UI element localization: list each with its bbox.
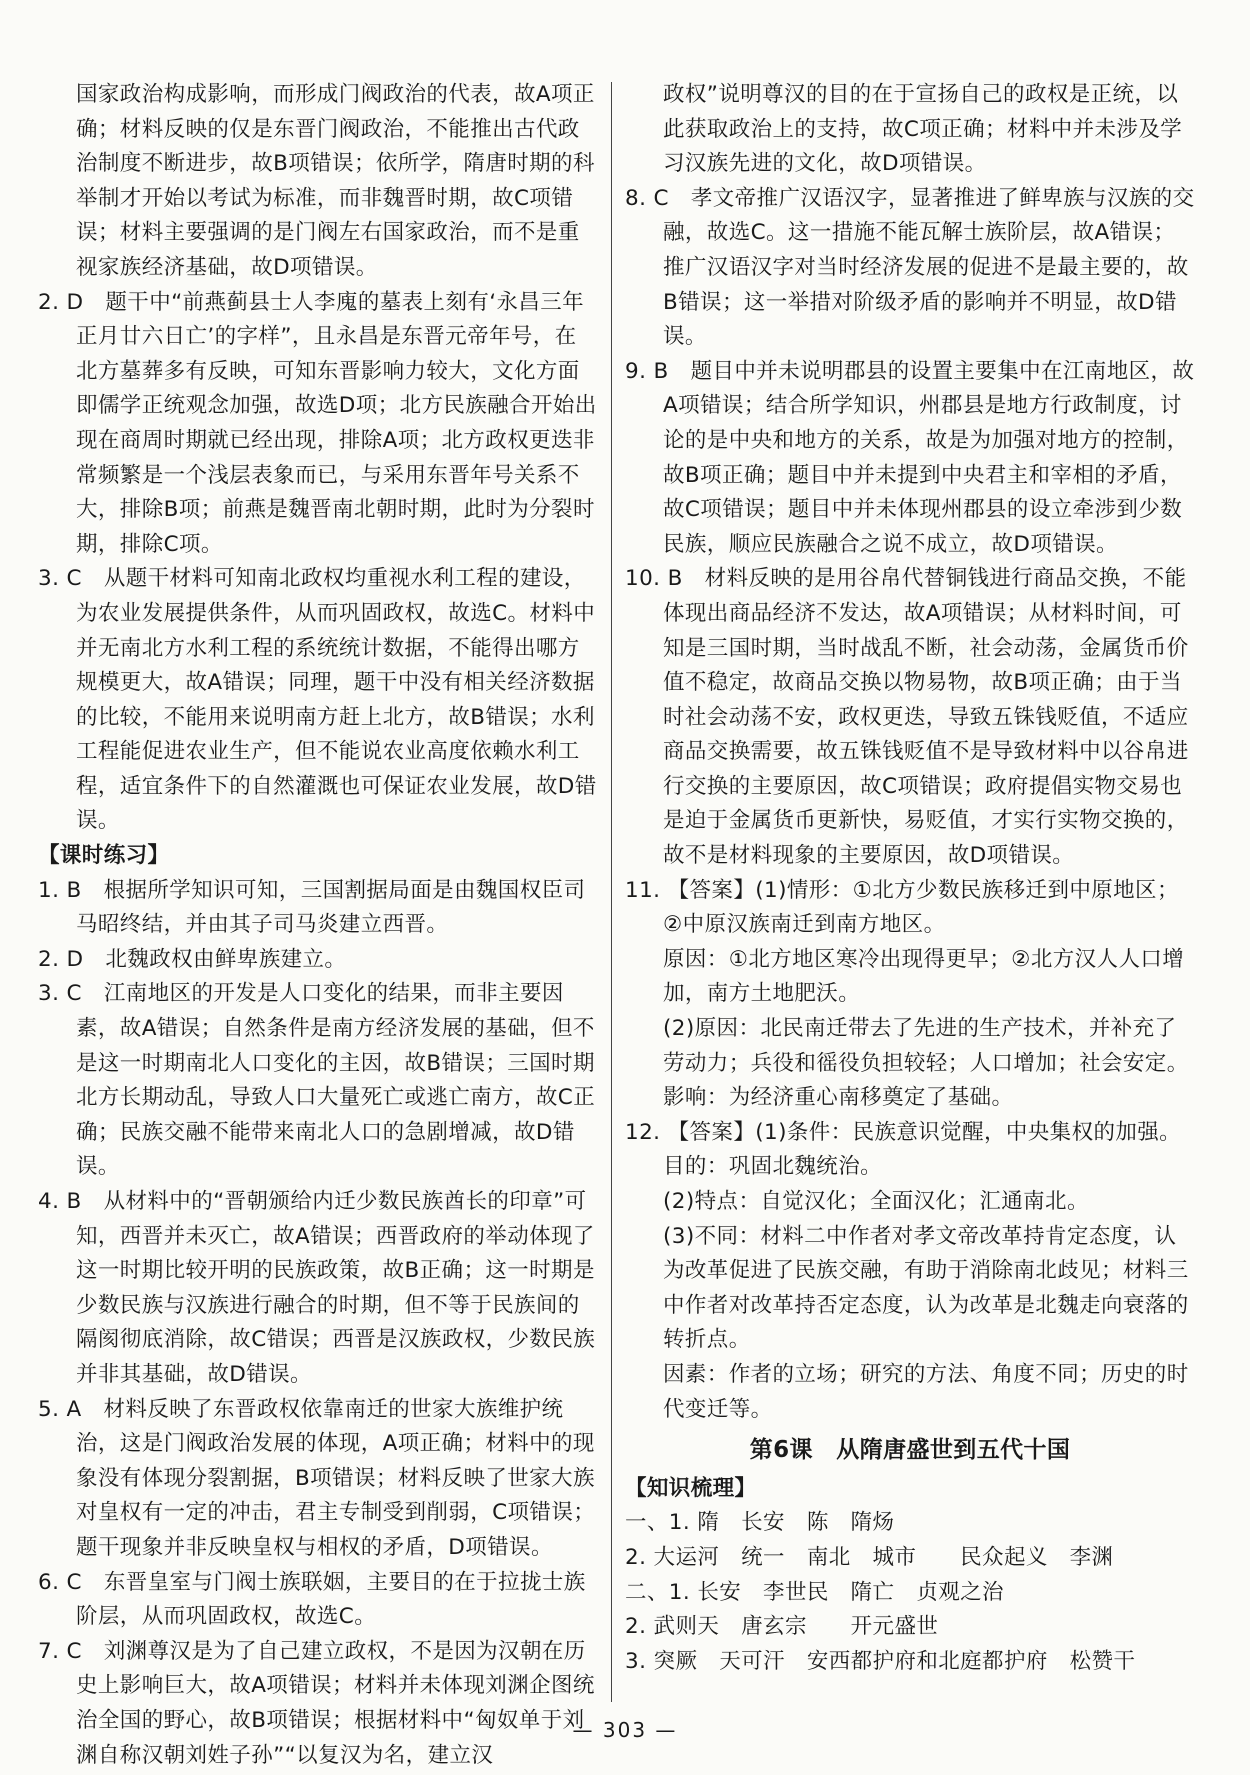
answer-item: 1. B 根据所学知识可知，三国割据局面是由魏国权臣司马昭终结，并由其子司马炎建立西晋。 [38, 877, 586, 938]
answer-continuation: (3)不同：材料二中作者对孝文帝改革持肯定态度，认为改革促进了民族交融，有助于消除南北歧见；材料三中作者对改革持否定态度，认为改革是北魏走向衰落的转折点。 [663, 1223, 1189, 1353]
knowledge-line: 二、1. 长安 李世民 隋亡 贞观之治 [625, 1579, 1004, 1605]
answer-item: 3. C 从题干材料可知南北政权均重视水利工程的建设，为农业发展提供条件，从而巩固政权，故选C。材料中并无南北方水利工程的系统统计数据，不能得出哪方规模更大，故A错误；同理，题干中没有相关经济数据的比较，不能用来说明南方赶上北方，故B错误；水利工程能促进农业生产，但不能说农业高度依赖水利工程，适宜条件下的自然灌溉也可保证农业发展，故D错误。 [38, 566, 597, 834]
lesson-title: 第6课 从隋唐盛世到五代十国 [749, 1437, 1071, 1464]
answer-continuation: 原因：①北方地区寒冷出现得更早；②北方汉人人口增加，南方土地肥沃。 [663, 946, 1185, 1007]
answer-item: 8. C 孝文帝推广汉语汉字，显著推进了鲜卑族与汉族的交融，故选C。这一措施不能瓦解士族阶层，故A错误；推广汉语汉字对当时经济发展的促进不是最主要的，故B错误；这一举措对阶级矛盾的影响并不明显，故D错误。 [625, 185, 1195, 350]
answer-item: 11. 【答案】(1)情形：①北方少数民族移迁到中原地区；②中原汉族南迁到南方地区。 [625, 877, 1179, 938]
answer-item: 9. B 题目中并未说明郡县的设置主要集中在江南地区，故A项错误；结合所学知识，州郡县是地方行政制度，讨论的是中央和地方的关系，故是为加强对地方的控制，故B项正确；题目中并未提到中央君主和宰相的矛盾，故C项错误；题目中并未体现州郡县的设立牵涉到少数民族，顺应民族融合之说不成立，故D项错误。 [625, 358, 1195, 557]
answer-item: 3. C 江南地区的开发是人口变化的结果，而非主要因素，故A错误；自然条件是南方经济发展的基础，但不是这一时期南北人口变化的主因，故B错误；三国时期北方长期动乱，导致人口大量死亡或逃亡南方，故C正确；民族交融不能带来南北人口的急剧增减，故D错误。 [38, 981, 596, 1180]
answer-item: 4. B 从材料中的“晋朝颁给内迁少数民族酋长的印章”可知，西晋并未灭亡，故A错误；西晋政府的举动体现了这一时期比较开明的民族政策，故B正确；这一时期是少数民族与汉族进行融合的时期，但不等于民族间的隔阂彻底消除，故C错误；西晋是汉族政权，少数民族并非其基础，故D错误。 [38, 1189, 596, 1387]
answer-continuation: 政权”说明尊汉的目的在于宣扬自己的政权是正统，以此获取政治上的支持，故C项正确；材料中并未涉及学习汉族先进的文化，故D项错误。 [663, 82, 1183, 177]
section-heading: 【知识梳理】 [625, 1475, 757, 1501]
answer-continuation: 国家政治构成影响，而形成门阀政治的代表，故A项正确；材料反映的仅是东晋门阀政治，不能推出古代政治制度不断进步，故B项错误；依所学，隋唐时期的科举制才开始以考试为标准，而非魏晋时期，故C项错误；材料主要强调的是门阀左右国家政治，而不是重视家族经济基础，故D项错误。 [76, 82, 595, 280]
knowledge-line: 2. 武则天 唐玄宗 开元盛世 [625, 1614, 939, 1640]
answer-item: 7. C 刘渊尊汉是为了自己建立政权，不是因为汉朝在历史上影响巨大，故A项错误；材料并未体现刘渊企图统治全国的野心，故B项错误；根据材料中“匈奴单于刘渊自称汉朝刘姓子孙”“以复汉为名，建立汉 [38, 1638, 595, 1768]
answer-item: 2. D 北魏政权由鲜卑族建立。 [38, 946, 347, 972]
answer-continuation: 影响：为经济重心南移奠定了基础。 [663, 1085, 1014, 1111]
answer-continuation: (2)特点：自觉汉化；全面汉化；汇通南北。 [663, 1189, 1089, 1214]
answer-item: 2. D 题干中“前燕蓟县士人李廆的墓表上刻有‘永昌三年正月廿六日亡’的字样”，且永昌是东晋元帝年号，在北方墓葬多有反映，可知东晋影响力较大，文化方面即儒学正统观念加强，故选D项；北方民族融合开始出现在商周时期就已经出现，排除A项；北方政权更迭非常频繁是一个浅层表象而已，与采用东晋年号关系不大，排除B项；前燕是魏晋南北朝时期，此时为分裂时期，排除C项。 [38, 289, 597, 557]
answer-item: 12. 【答案】(1)条件：民族意识觉醒，中央集权的加强。 [625, 1119, 1182, 1145]
knowledge-line: 3. 突厥 天可汗 安西都护府和北庭都护府 松赞干 [625, 1648, 1136, 1674]
answer-item: 5. A 材料反映了东晋政权依靠南迁的世家大族维护统治，这是门阀政治发展的体现，A项正确；材料中的现象没有体现分裂割据，B项错误；材料反映了世家大族对皇权有一定的冲击，君主专制受到削弱，C项错误；题干现象并非反映皇权与相权的矛盾，D项错误。 [38, 1396, 596, 1560]
answer-item: 10. B 材料反映的是用谷帛代替铜钱进行商品交换，不能体现出商品经济不发达，故A项错误；从材料时间，可知是三国时期，当时战乱不断，社会动荡，金属货币价值不稳定，故商品交换以物易物，故B项正确；由于当时社会动荡不安，政权更迭，导致五铢钱贬值，不适应商品交换需要，故五铢钱贬值不是导致材料中以谷帛进行交换的主要原因，故C项错误；政府提倡实物交易也是迫于金属货币更新快，易贬值，才实行实物交换的，故不是材料现象的主要原因，故D项错误。 [625, 566, 1189, 869]
answer-continuation: 因素：作者的立场；研究的方法、角度不同；历史的时代变迁等。 [663, 1361, 1189, 1422]
right-column [625, 78, 1195, 1679]
answer-item: 6. C 东晋皇室与门阀士族联姻，主要目的在于拉拢士族阶层，从而巩固政权，故选C。 [38, 1569, 586, 1630]
answer-continuation: 目的：巩固北魏统治。 [663, 1154, 883, 1180]
knowledge-line: 2. 大运河 统一 南北 城市 民众起义 李渊 [625, 1544, 1114, 1570]
knowledge-line: 一、1. 隋 长安 陈 隋炀 [625, 1510, 895, 1536]
answer-continuation: (2)原因：北民南迁带去了先进的生产技术，并补充了劳动力；兵役和徭役负担较轻；人口增加；社会安定。 [663, 1016, 1189, 1076]
section-heading: 【课时练习】 [38, 843, 170, 869]
left-column [38, 78, 598, 1773]
page-number: — 303 — [572, 1718, 678, 1742]
column-divider [611, 82, 612, 1702]
